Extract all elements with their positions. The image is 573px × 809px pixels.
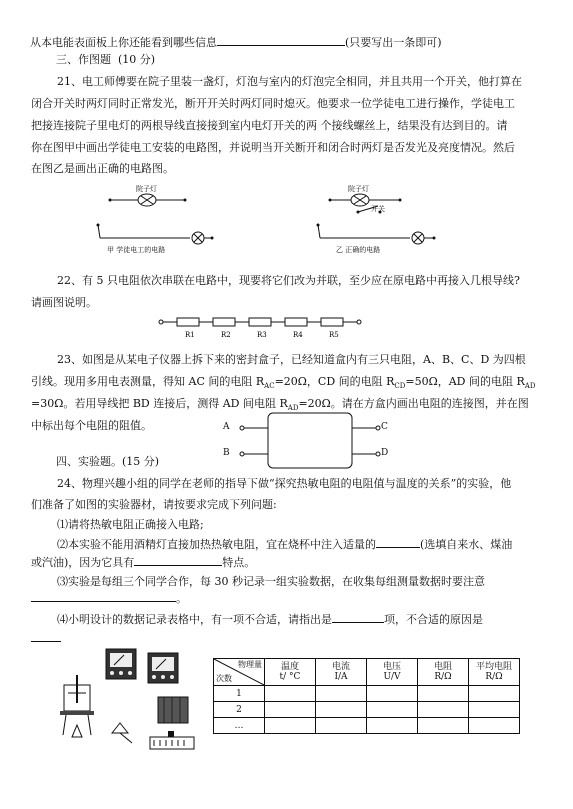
table-cell[interactable] <box>367 702 418 718</box>
header-unit: t/ °C <box>279 672 301 682</box>
q24-line-2: 们准备了如图的实验器材，请按要求完成下列问题: <box>31 498 277 511</box>
table-cell[interactable] <box>265 718 316 734</box>
data-record-table <box>213 658 520 734</box>
q24-line-1: 24、物理兴趣小组的同学在老师的指导下做“探究热敏电阻的电阻值与温度的关系”的实验，他 <box>57 477 512 490</box>
top-question-text: 从本电能表面板上你还能看到哪些信息 <box>30 36 217 49</box>
q23-line-1: 23、如图是从某电子仪器上拆下来的密封盒子，已经知道盒内有三只电阻，A、B、C、D 为四根 <box>57 353 526 366</box>
answer-blank[interactable] <box>376 537 420 548</box>
row-index: … <box>214 718 265 734</box>
header-unit: R/Ω <box>434 672 452 682</box>
resistor-label: R3 <box>257 331 267 339</box>
table-header-voltage <box>367 659 418 686</box>
resistor-label: R2 <box>221 331 231 339</box>
section3-title: 三、作图题 <box>56 53 111 66</box>
thermistor-icon <box>112 723 132 743</box>
resistor-icon <box>321 318 343 326</box>
resistor-label: R4 <box>293 331 303 339</box>
table-cell[interactable] <box>367 686 418 702</box>
q23-text: =20Ω，CD 间的电阻 R <box>274 375 395 388</box>
section4-score: (15 分) <box>122 455 160 468</box>
subscript: AD <box>287 404 299 413</box>
q24-part-3: ⑶实验是每组三个同学合作，每 30 秒记录一组实验数据，在收集每组测量数据时要注意 <box>57 575 485 588</box>
header-label: 电阻 <box>433 662 452 672</box>
resistor-icon <box>213 318 235 326</box>
q24-part-3-blank-line <box>31 591 187 606</box>
top-question-line <box>30 35 442 50</box>
table-corner-cell <box>214 659 265 686</box>
q24-text: ⑷小明设计的数据记录表格中，有一项不合适，请指出是 <box>57 613 332 626</box>
header-label: 平均电阻 <box>475 662 512 672</box>
section4-heading <box>56 455 159 469</box>
table-header-average-resistance <box>469 659 520 686</box>
header-unit: I/A <box>334 672 348 682</box>
resistor-label: R1 <box>185 331 195 339</box>
terminal-c-label: C <box>381 422 388 432</box>
header-unit: U/V <box>383 672 401 682</box>
period: 。 <box>176 592 187 605</box>
table-cell[interactable] <box>418 686 469 702</box>
resistor-icon <box>285 318 307 326</box>
table-cell[interactable] <box>316 702 367 718</box>
subscript: CD <box>394 382 406 391</box>
series-resistor-diagram <box>155 310 375 340</box>
resistor-icon <box>249 318 271 326</box>
answer-blank[interactable] <box>332 612 384 623</box>
figure-a-caption: 甲 学徒电工的电路 <box>107 246 166 254</box>
corner-top-label: 物理量 <box>238 660 262 669</box>
top-question-note: (只要写出一条即可) <box>345 36 442 49</box>
q23-text: =20Ω。请在方盒内画出电阻的连接图，并在图 <box>298 397 529 410</box>
table-cell[interactable] <box>418 718 469 734</box>
section3-score: (10 分) <box>118 53 156 66</box>
q24-part-2-cont <box>31 555 255 570</box>
q24-part-2 <box>57 537 512 552</box>
table-cell[interactable] <box>265 702 316 718</box>
resistor-label: R5 <box>329 331 339 339</box>
figure-b-caption: 乙 正确的电路 <box>336 246 381 254</box>
q21-line-2: 闭合开关时两灯同时正常发光，断开开关时两灯同时熄灭。他要求一位学徒电工进行操作，学徒电工 <box>31 97 515 110</box>
q21-line-5: 在图乙是画出正确的电路图。 <box>31 162 174 175</box>
table-header-resistance <box>418 659 469 686</box>
rheostat-icon <box>150 731 194 749</box>
voltmeter-icon <box>148 653 178 683</box>
figure-a-lamp-label: 院子灯 <box>136 185 157 193</box>
table-cell[interactable] <box>265 686 316 702</box>
table-row <box>214 702 520 718</box>
subscript: AD <box>524 382 536 391</box>
sealed-box-diagram[interactable] <box>228 412 388 472</box>
table-cell[interactable] <box>316 718 367 734</box>
lab-apparatus-illustration <box>60 645 205 755</box>
answer-blank[interactable] <box>217 35 345 46</box>
header-label: 电流 <box>331 662 350 672</box>
beaker-heater-icon <box>60 675 94 737</box>
q24-text: 项，不合适的原因是 <box>384 613 483 626</box>
row-index: 2 <box>214 702 265 718</box>
q23-text: =30Ω。若用导线把 BD 连接后，测得 AD 间电阻 R <box>31 397 288 410</box>
q21-line-3: 把接连接院子里电灯的两根导线直接接到室内电灯开关的两 个接线螺丝上，结果没有达到目的。请 <box>31 119 508 132</box>
header-label: 温度 <box>280 662 299 672</box>
q21-line-1: 21、电工师傅要在院子里装一盏灯，灯泡与室内的灯泡完全相同，并且共用一个开关，他打算在 <box>57 75 522 88</box>
q24-text: (选填自来水、煤油 <box>420 538 513 551</box>
battery-icon <box>158 697 188 723</box>
q23-text: 引线。现用多用电表测量，得知 AC 间的电阻 R <box>31 375 265 388</box>
table-cell[interactable] <box>469 702 520 718</box>
answer-blank[interactable] <box>31 631 61 642</box>
q24-part-4-blank-line <box>31 631 61 646</box>
q24-part-1: ⑴请将热敏电阻正确接入电路; <box>57 518 204 531</box>
answer-blank[interactable] <box>31 591 176 602</box>
table-cell[interactable] <box>316 686 367 702</box>
q24-text: 特点。 <box>222 556 256 569</box>
q24-part-4 <box>57 612 483 627</box>
q23-line-2 <box>31 375 535 393</box>
figure-b-switch-label: 开关 <box>371 205 385 213</box>
terminal-d-label: D <box>381 448 389 458</box>
q23-line-4: 中标出每个电阻的阻值。 <box>31 419 152 432</box>
q23-text: =50Ω，AD 间的电阻 R <box>405 375 525 388</box>
answer-blank[interactable] <box>134 555 222 566</box>
table-cell[interactable] <box>469 718 520 734</box>
table-cell[interactable] <box>469 686 520 702</box>
table-row <box>214 718 520 734</box>
table-cell[interactable] <box>418 702 469 718</box>
q22-line-2: 请画图说明。 <box>31 296 97 309</box>
terminal-b-label: B <box>223 448 230 458</box>
ammeter-icon <box>106 649 136 679</box>
row-index: 1 <box>214 686 265 702</box>
table-row <box>214 686 520 702</box>
resistor-icon <box>177 318 199 326</box>
q24-text: ⑵本实验不能用酒精灯直接加热热敏电阻，宜在烧杯中注入适量的 <box>57 538 376 551</box>
figure-b-lamp-label: 院子灯 <box>348 185 369 193</box>
q22-line-1: 22、有 5 只电阻依次串联在电路中，现要将它们改为并联，至少应在原电路中再接入几根导线? <box>57 274 520 287</box>
table-cell[interactable] <box>367 718 418 734</box>
section3-heading <box>56 53 155 67</box>
header-unit: R/Ω <box>485 672 503 682</box>
q21-line-4: 你在图甲中画出学徒电工安装的电路图，并说明当开关断开和闭合时两灯是否发光及亮度情况。然后 <box>31 141 515 154</box>
q24-text: 或汽油)，因为它具有 <box>31 556 135 569</box>
header-label: 电压 <box>382 662 401 672</box>
terminal-a-label: A <box>223 422 230 432</box>
corner-bottom-label: 次数 <box>216 674 232 683</box>
subscript: AC <box>264 382 275 391</box>
table-header-temperature <box>265 659 316 686</box>
section4-title: 四、实验题。 <box>56 455 122 468</box>
table-header-current <box>316 659 367 686</box>
